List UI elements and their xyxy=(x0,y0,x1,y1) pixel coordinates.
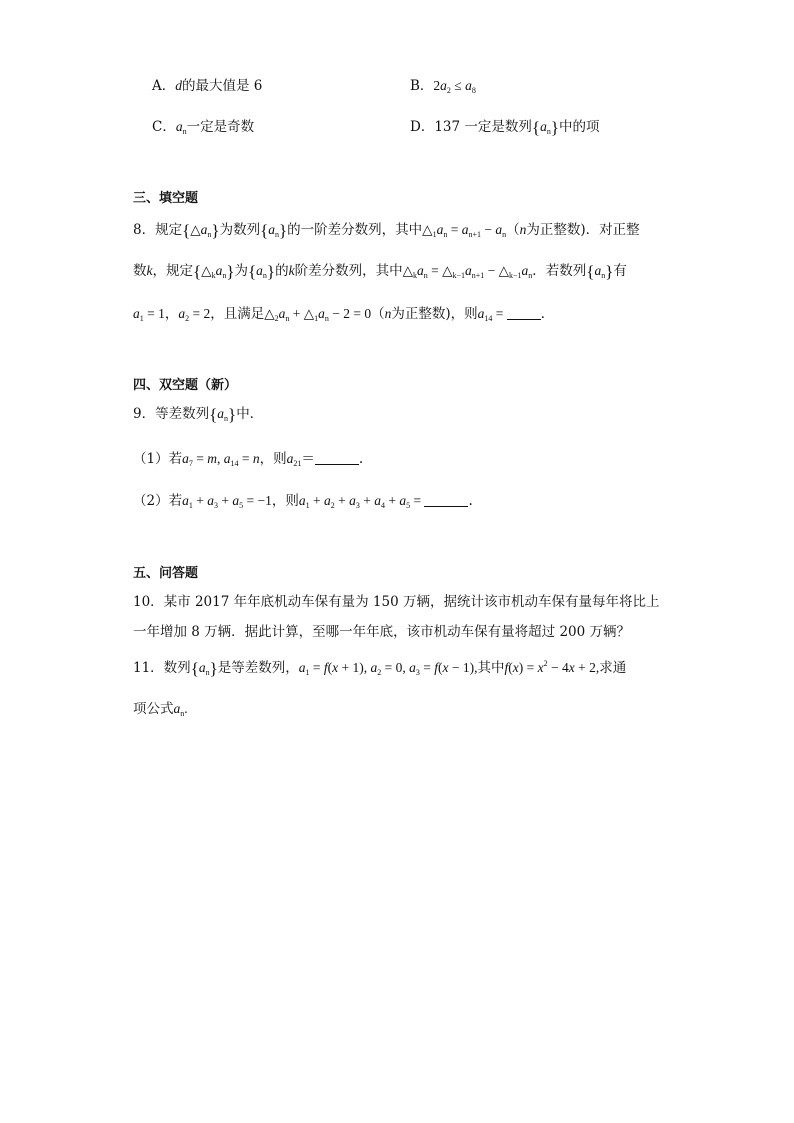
option-d xyxy=(410,115,599,136)
q9-2-formula-2: $a_1 + a_2 + a_3 + a_4 + a_5$ = xyxy=(298,493,425,510)
q9-2-formula: $a_1 + a_3 + a_5 = -1$ xyxy=(182,493,272,510)
q9-2-text: （2）若 xyxy=(133,493,183,509)
question-8-line-2: 数k，规定$\{\triangle_ka_n\}$为$\{a_n\}$的k阶差分数列，其中$\triangle_ka_n$ = $\triangle_{k-1}a_{n+1}$ − $\triangle_{k-1}a_n$．若数列$\{a_n\}$有 xyxy=(133,262,627,281)
question-9-part-2 xyxy=(133,489,473,510)
question-10-line-2: 一年增加 8 万辆．据此计算，至哪一年年底，该市机动车保有量将超过 200 万辆？ xyxy=(133,624,631,640)
q8-text: ，规定 xyxy=(152,263,193,279)
q9-formula: $\{a_n\}$ xyxy=(209,405,237,424)
option-a-text: 的最大值是 6 xyxy=(182,78,263,94)
q8-text: 为数列 xyxy=(219,222,261,238)
question-11-line-1 xyxy=(133,656,626,677)
q8-text: ， xyxy=(164,306,179,322)
option-b xyxy=(410,74,476,95)
q8-text: 的 xyxy=(275,263,289,279)
q9-2-text: . xyxy=(468,493,473,509)
q11-text: 是等差数列， xyxy=(217,660,299,676)
option-d-formula: $\{a_n\}$ xyxy=(531,118,559,137)
section-3-title: 三、填空题 xyxy=(133,191,199,206)
section-5-title: 五、问答题 xyxy=(133,566,199,581)
q9-2-text: ，则 xyxy=(271,493,299,509)
question-8-line-1 xyxy=(133,218,640,239)
q8-text: 为 xyxy=(234,263,248,279)
q11-text: 项公式 xyxy=(133,701,174,717)
question-11-line-2 xyxy=(133,697,188,718)
q11-formula-1: $\{a_n\}$ xyxy=(190,659,218,678)
q8-formula-4: $\{\triangle_ka_n\}$ xyxy=(193,262,235,281)
q8-text: 数 xyxy=(133,263,147,279)
option-a-label: A． xyxy=(152,78,176,94)
q9-1-answer-blank[interactable] xyxy=(315,453,359,465)
option-c-label: C． xyxy=(152,119,176,135)
q8-formula-9: $a_2 = 2$ xyxy=(178,306,211,323)
q8-text: 8．规定 xyxy=(133,222,183,238)
option-c-text: 一定是奇数 xyxy=(186,119,255,135)
q8-formula-2: $\{a_n\}$ xyxy=(260,221,288,240)
question-8-line-3 xyxy=(133,302,554,323)
q8-text: ，且满足 xyxy=(210,306,265,322)
q8-formula-1: $\{\triangle a_n\}$ xyxy=(182,221,220,240)
q8-formula-8: $a_1 = 1$ xyxy=(133,306,165,323)
q9-1-text: （1）若 xyxy=(133,451,183,467)
q11-formula-2: $a_1 = f(x + 1)$, $a_2 = 0$, $a_3 = f(x - 1)$, xyxy=(298,660,478,677)
q11-text: 其中 xyxy=(477,660,505,676)
q9-1-formula-2: $a_{21}=$ xyxy=(286,451,315,468)
q9-2-answer-blank[interactable] xyxy=(424,495,468,507)
question-9-part-1 xyxy=(133,447,363,468)
q8-formula-3: $\triangle_1a_n = a_{n+1} - a_n(n$ xyxy=(422,222,527,239)
q8-text: 有 xyxy=(613,263,627,279)
q8-formula-10: $\triangle_2a_n$ + $\triangle_1a_n - 2 = 0(n$ xyxy=(264,306,392,323)
option-c xyxy=(152,115,254,136)
q11-text: 11．数列 xyxy=(133,660,191,676)
question-10-line-1: 10．某市 2017 年年底机动车保有量为 150 万辆，据统计该市机动车保有量每年将比上 xyxy=(133,594,660,610)
option-b-formula: $2a_2 \le a_8$ xyxy=(433,78,476,95)
q8-formula-7: $\{a_n\}$ xyxy=(586,262,614,281)
section-4-title: 四、双空题（新） xyxy=(133,378,238,393)
option-d-text: 137 一定是数列 xyxy=(434,119,532,135)
option-a: A．d的最大值是 6 xyxy=(152,78,263,94)
q11-text: 求通 xyxy=(599,660,627,676)
q9-1-formula: $a_7 = m$, $a_{14} = n$ xyxy=(182,451,260,468)
q8-formula-11: $a_{14}$ = xyxy=(477,306,507,323)
option-b-label: B． xyxy=(410,78,434,94)
q8-text: 为正整数)，则 xyxy=(391,306,478,322)
q8-text: 为正整数)．对正整 xyxy=(526,222,640,238)
q8-text: ． xyxy=(540,306,555,322)
option-c-formula: $a_n$ xyxy=(175,119,187,136)
option-d-tail: 中的项 xyxy=(558,119,600,135)
q8-answer-blank[interactable] xyxy=(507,308,541,320)
question-9 xyxy=(133,402,263,423)
q8-text: 的一阶差分数列，其中 xyxy=(287,222,423,238)
q9-1-text: ，则 xyxy=(259,451,287,467)
q9-text: 中． xyxy=(236,406,264,422)
q9-1-text: . xyxy=(358,451,364,467)
q11-formula-4: $a_n$. xyxy=(173,701,188,718)
q11-formula-3: $f(x) = x^2 - 4x + 2$, xyxy=(504,659,600,675)
option-d-label: D． xyxy=(410,119,435,135)
q8-text: ．若数列 xyxy=(532,263,587,279)
q9-text: 9．等差数列 xyxy=(133,406,210,422)
q8-formula-6: $\triangle_ka_n$ = $\triangle_{k-1}a_{n+1}$ − $\triangle_{k-1}a_n$ xyxy=(402,263,533,280)
q8-text: 阶差分数列，其中 xyxy=(294,263,403,279)
q8-formula-5: $\{a_n\}$ xyxy=(247,262,276,281)
